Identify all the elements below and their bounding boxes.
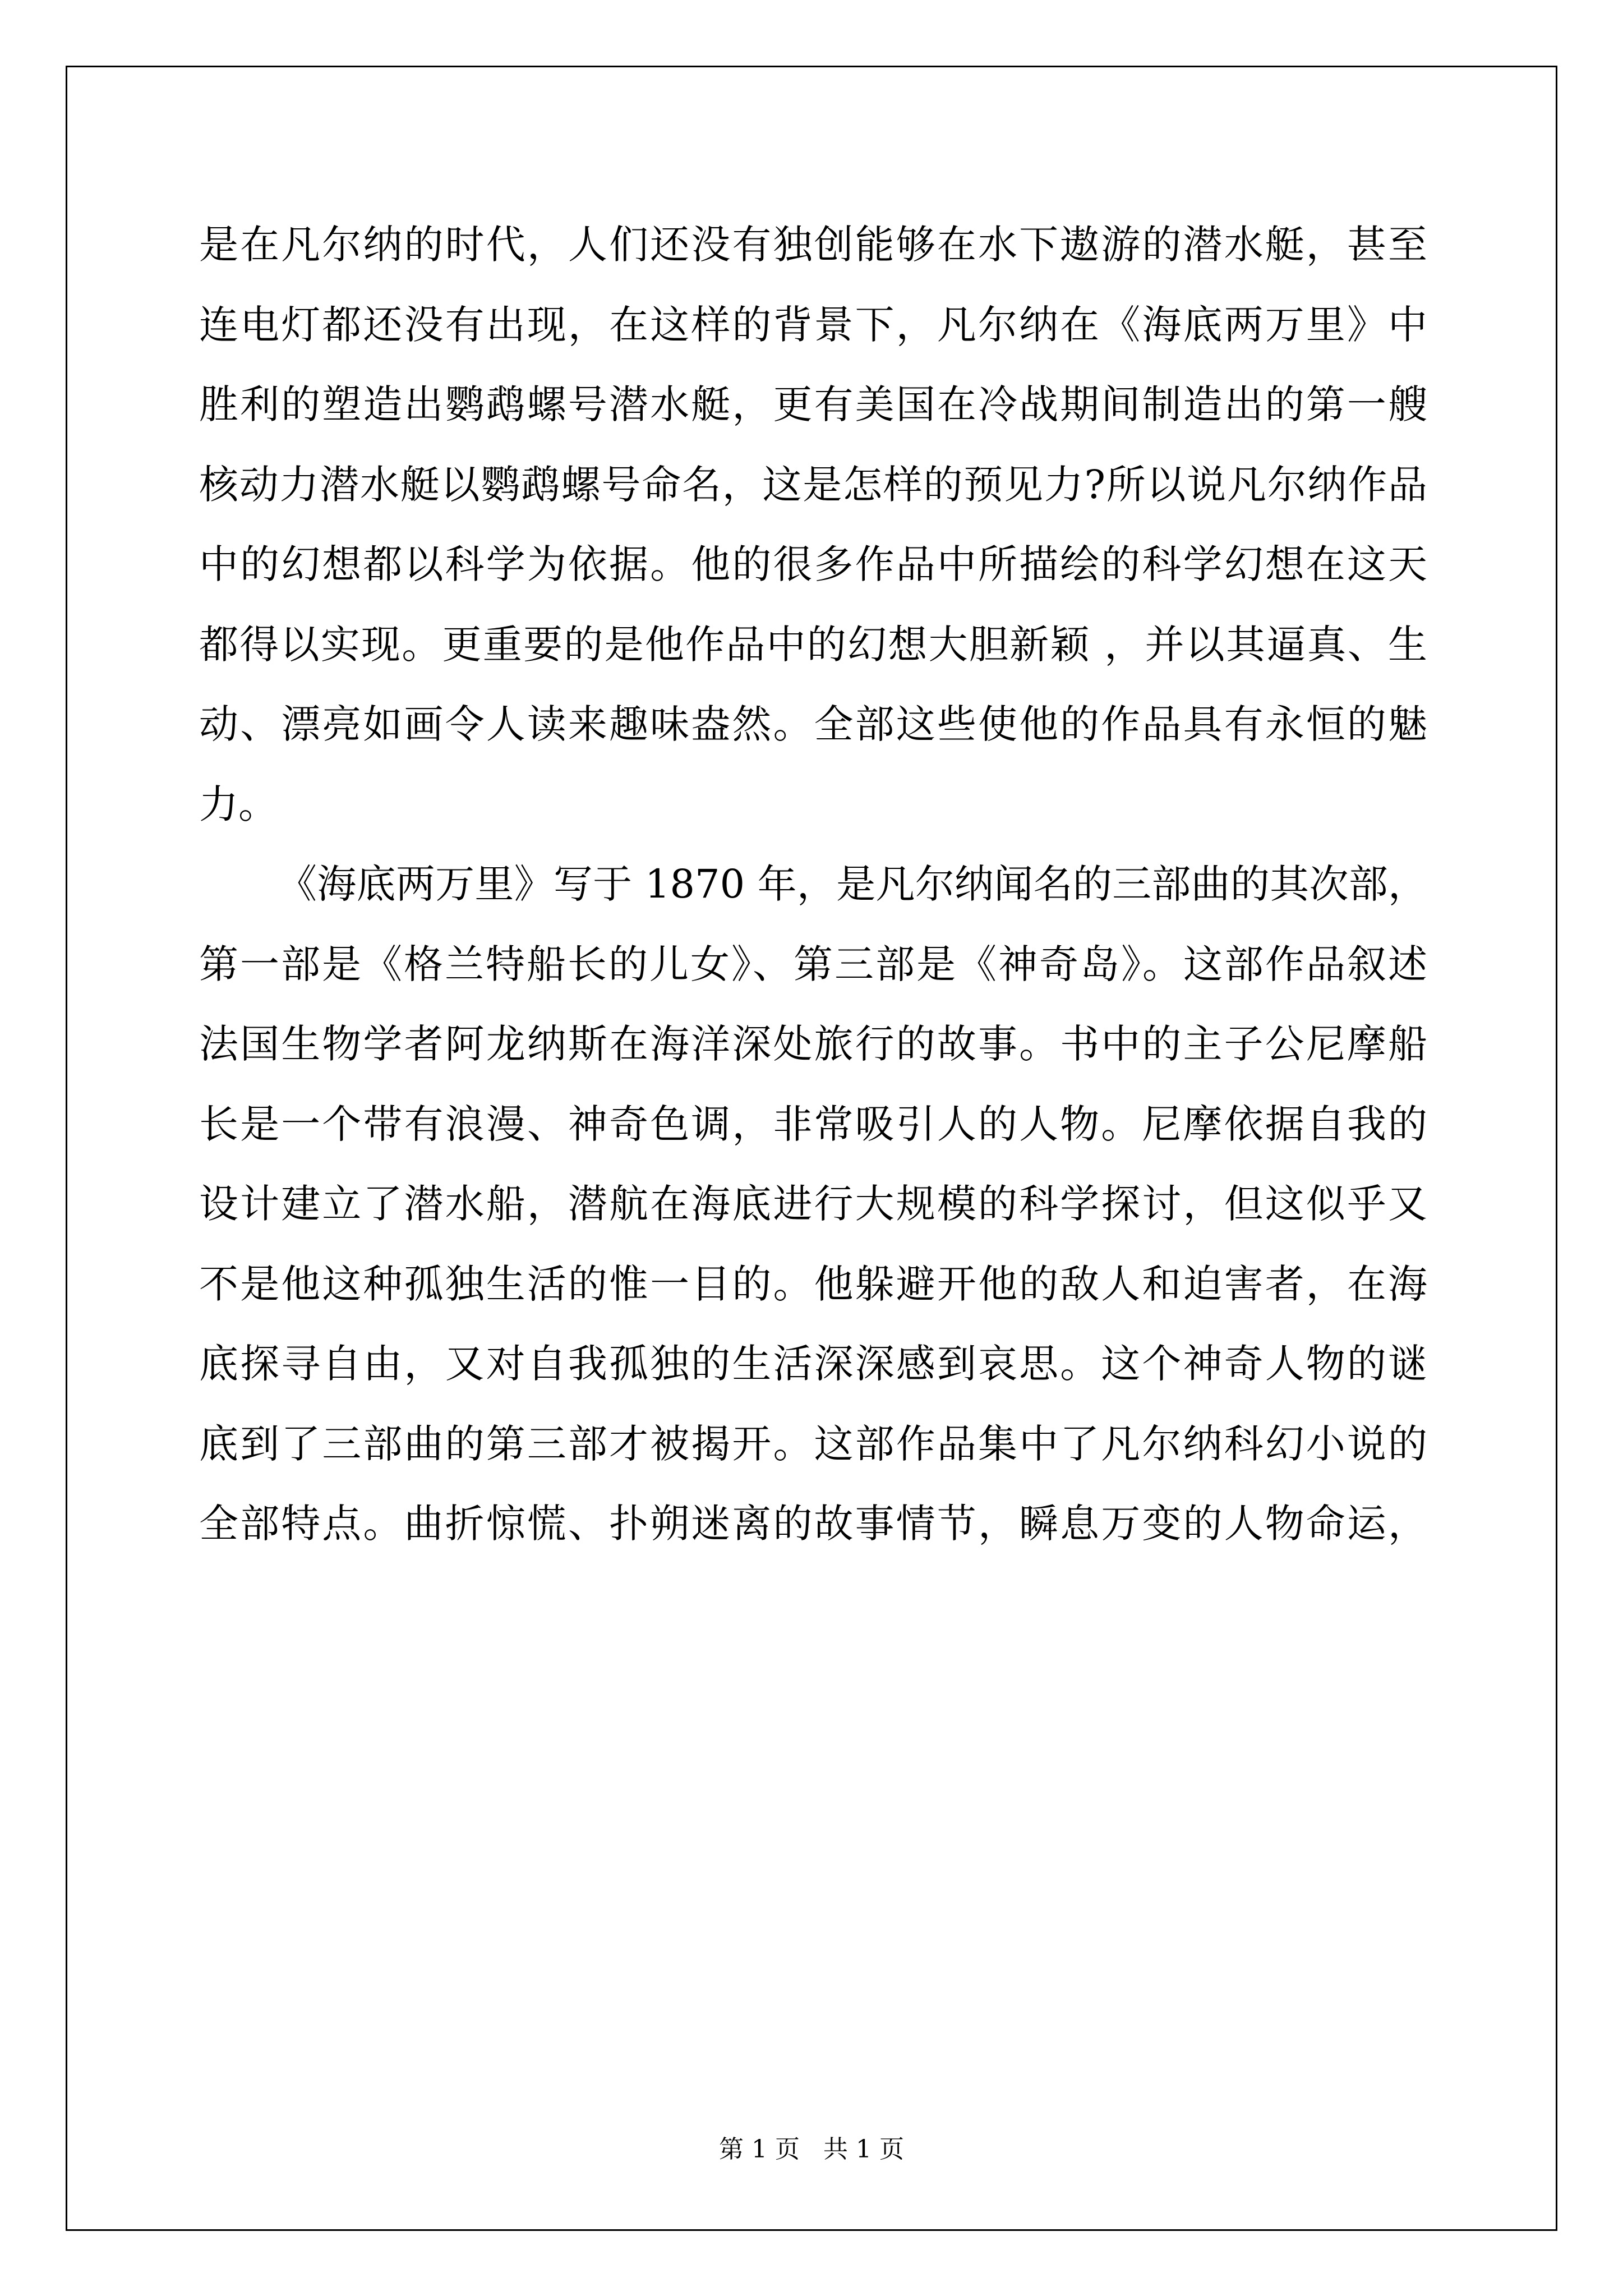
text-line-8: 力。 (199, 781, 278, 827)
text-line-16: 底到了三部曲的第三部才被揭开。这部作品集中了凡尔纳科幻小说的 (199, 1420, 1427, 1467)
text-line-5: 中的幻想都以科学为依据。他的很多作品中所描绘的科学幻想在这天 (199, 541, 1427, 587)
body-text (199, 205, 1427, 1564)
text-line-17: 全部特点。曲折惊慌、扑朔迷离的故事情节，瞬息万变的人物命运， (199, 1501, 1427, 1547)
page-total: 共 1 页 (823, 2135, 904, 2164)
text-line-1: 是在凡尔纳的时代，人们还没有独创能够在水下遨游的潜水艇，甚至 (199, 222, 1427, 268)
page-number: 第 1 页 (719, 2135, 800, 2164)
page-footer (0, 2129, 1623, 2165)
text-line-9: 《海底两万里》写于 1870 年，是凡尔纳闻名的三部曲的其次部， (278, 861, 1427, 907)
text-line-10: 第一部是《格兰特船长的儿女》、第三部是《神奇岛》。这部作品叙述 (199, 941, 1427, 987)
text-line-6: 都得以实现。更重要的是他作品中的幻想大胆新颖 ，并以其逼真、生 (199, 621, 1427, 668)
text-line-7: 动、漂亮如画令人读来趣味盎然。全部这些使他的作品具有永恒的魅 (199, 701, 1427, 747)
text-line-14: 不是他这种孤独生活的惟一目的。他躲避开他的敌人和迫害者，在海 (199, 1260, 1427, 1307)
text-line-2: 连电灯都还没有出现，在这样的背景下，凡尔纳在《海底两万里》中 (199, 301, 1427, 348)
text-line-11: 法国生物学者阿龙纳斯在海洋深处旅行的故事。书中的主子公尼摩船 (199, 1021, 1427, 1067)
text-line-15: 底探寻自由，又对自我孤独的生活深深感到哀思。这个神奇人物的谜 (199, 1341, 1427, 1387)
text-line-3: 胜利的塑造出鹦鹉螺号潜水艇，更有美国在冷战期间制造出的第一艘 (199, 381, 1427, 427)
text-line-4: 核动力潜水艇以鹦鹉螺号命名，这是怎样的预见力?所以说凡尔纳作品 (199, 461, 1427, 508)
text-line-13: 设计建立了潜水船，潜航在海底进行大规模的科学探讨，但这似乎又 (199, 1181, 1427, 1227)
text-line-12: 长是一个带有浪漫、神奇色调，非常吸引人的人物。尼摩依据自我的 (199, 1101, 1427, 1147)
